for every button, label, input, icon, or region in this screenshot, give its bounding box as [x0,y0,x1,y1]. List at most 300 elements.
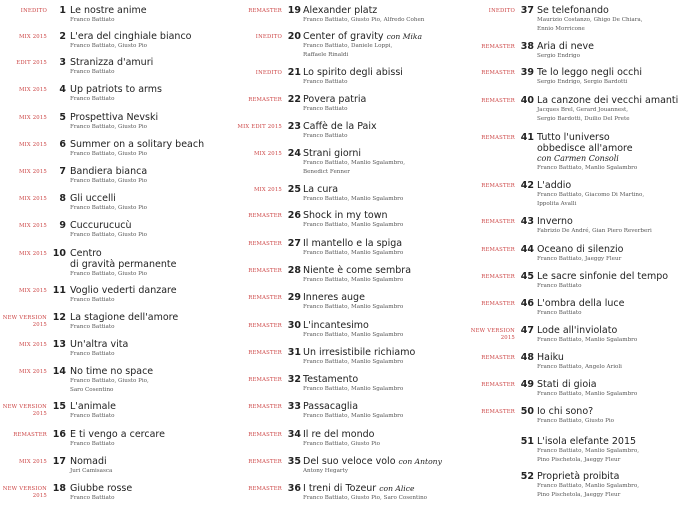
track-title-line: Le nostre anime [70,5,147,16]
track-edition-tag-line: NEW VERSION [2,486,47,492]
track-edition-tag-line: MIX 2015 [253,151,282,157]
track-number: 4 [59,84,66,95]
track-edition-tag [218,151,282,158]
track-edition-tag-line: INEDITO [20,8,47,14]
track-title-line: Voglio vederti danzare [70,285,177,296]
track-credit: Franco Battiato, Manlio Sgalambro, [537,448,639,454]
track-credit: Ippolita Avalli [537,201,577,207]
track-number: 38 [520,41,534,52]
track-credit: Franco Battiato [70,441,115,447]
track-number: 11 [52,285,66,296]
track-body [303,265,467,285]
track-edition-tag-line: MIX EDIT 2015 [237,124,282,130]
track-body [70,339,232,359]
track-title-line: Se telefonando [537,5,609,16]
track-edition-tag-line: NEW VERSION [470,328,515,334]
track-number: 31 [287,347,301,358]
track-title [303,184,467,195]
track-credit: Franco Battiato, Manlio Sgalambro [303,250,404,256]
track-number: 1 [59,5,66,16]
track-credit: Franco Battiato [70,297,115,303]
track-title-line: Bandiera bianca [70,166,148,177]
track-credit: Franco Battiato, Giusto Pio [303,441,381,447]
track-credit: Franco Battiato, Manlio Sgalambro, [303,160,405,166]
track-edition-tag-line: NEW VERSION [2,404,47,410]
track-number: 20 [287,31,301,42]
track-title [303,31,467,42]
track-credit: Franco Battiato, Manlio Sgalambro [303,304,404,310]
track-number: 29 [287,292,301,303]
track-credit: Sergio Endrigo [537,53,581,59]
track-title [303,121,467,132]
track-edition-tag-line: REMASTER [13,432,47,438]
track-title [70,220,232,231]
track-edition-tag [451,409,515,416]
track-number: 13 [52,339,66,350]
track-title [303,210,467,221]
track-edition-tag [0,342,47,349]
track-body [537,271,700,291]
track-title [537,132,700,154]
track-number: 52 [520,471,534,482]
track-credit: Franco Battiato, Manlio Sgalambro [303,222,404,228]
track-body [70,112,232,132]
track-credit: Franco Battiato, Manlio Sgalambro [303,332,404,338]
track-credit: Franco Battiato, Giusto Pio, Alfredo Cohen [303,17,425,23]
track-title-line: La canzone dei vecchi amanti [537,95,679,106]
track-body [303,347,467,367]
track-title-line: Nomadi [70,456,107,467]
track-title [70,248,232,270]
track-body [303,148,467,177]
track-credit: Antony Hegarty [303,468,348,474]
track-number: 49 [520,379,534,390]
track-title-line: Le sacre sinfonie del tempo [537,271,669,282]
track-body [70,5,232,25]
track-credit: Franco Battiato, Manlio Sgalambro [303,277,404,283]
track-number: 30 [287,320,301,331]
track-title [537,379,700,390]
track-edition-tag [0,34,47,41]
track-edition-tag-line: MIX 2015 [18,342,47,348]
track-featuring: con Carmen Consoli [537,154,619,163]
track-number: 39 [520,67,534,78]
track-credit: Franco Battiato [537,310,582,316]
track-credit: Juri Camisasca [70,468,113,474]
track-title-line: Inneres auge [303,292,365,303]
track-credit: Franco Battiato [70,69,115,75]
track-edition-tag-line: MIX 2015 [253,187,282,193]
track-edition-tag-line: 2015 [32,411,47,417]
track-edition-tag [218,377,282,384]
track-number: 36 [287,483,301,494]
track-edition-tag-line: REMASTER [248,97,282,103]
track-edition-tag-line: 2015 [32,493,47,499]
track-number: 19 [287,5,301,16]
track-body [537,67,700,87]
track-credit: Franco Battiato, Manlio Sgalambro [537,165,638,171]
track-number: 48 [520,352,534,363]
track-title-line: Lode all'inviolato [537,325,618,336]
track-number: 33 [287,401,301,412]
track-featuring: con Mika [386,32,423,41]
track-title-line: L'addio [537,180,572,191]
track-edition-tag [218,295,282,302]
track-credit: Ennio Morricone [537,26,585,32]
track-title [70,57,232,68]
track-title [537,41,700,52]
track-title [70,112,232,123]
track-edition-tag [218,34,282,41]
track-credit: Franco Battiato [70,17,115,23]
track-body [70,366,232,395]
track-body [537,436,700,465]
track-credit: Franco Battiato, Manlio Sgalambro [303,386,404,392]
track-credit: Franco Battiato, Giusto Pio [537,418,615,424]
track-title [70,401,232,412]
track-number: 12 [52,312,66,323]
track-edition-tag-line: REMASTER [481,219,515,225]
track-edition-tag [218,124,282,131]
track-title [70,366,232,377]
track-body [537,216,700,236]
track-edition-tag [0,369,47,376]
track-body [70,285,232,305]
track-edition-tag [0,223,47,230]
track-number: 40 [520,95,534,106]
track-edition-tag-line: REMASTER [481,247,515,253]
track-number: 15 [52,401,66,412]
track-number: 7 [59,166,66,177]
track-edition-tag-line: MIX 2015 [18,115,47,121]
track-credit: Franco Battiato, Daniele Loppi, [303,43,393,49]
track-edition-tag [0,8,47,15]
track-body [303,184,467,204]
track-edition-tag [218,459,282,466]
track-credit: Franco Battiato, Giusto Pio [70,124,148,130]
track-credit: Franco Battiato [303,133,348,139]
track-edition-tag [451,98,515,105]
track-title-line: Passacaglia [303,401,359,412]
track-body [537,379,700,399]
track-title-line: La stagione dell'amore [70,312,179,323]
track-edition-tag [0,169,47,176]
track-body [303,483,467,503]
track-body [70,139,232,159]
track-title [537,325,700,336]
track-title-line: Tutto l'universo [537,132,610,143]
track-edition-tag [451,247,515,254]
track-edition-tag [218,268,282,275]
track-edition-tag-line: 2015 [32,322,47,328]
track-edition-tag-line: REMASTER [481,409,515,415]
track-title-line: Inverno [537,216,573,227]
track-edition-tag-line: REMASTER [248,404,282,410]
track-body [537,244,700,264]
track-title-line: Up patriots to arms [70,84,162,95]
track-credit: Franco Battiato [303,106,348,112]
track-number: 28 [287,265,301,276]
track-title [70,312,232,323]
track-edition-tag [218,241,282,248]
track-credit: Franco Battiato [537,283,582,289]
track-number: 8 [59,193,66,204]
track-edition-tag [0,486,47,500]
track-number: 14 [52,366,66,377]
track-edition-tag [0,142,47,149]
track-credit: Sergio Endrigo, Sergio Bardotti [537,79,628,85]
track-credit: Franco Battiato, Manlio Sgalambro, [537,483,639,489]
track-body [537,132,700,173]
track-title-line: Aria di neve [537,41,594,52]
track-edition-tag-line: REMASTER [481,183,515,189]
track-number: 17 [52,456,66,467]
track-body [537,471,700,500]
track-edition-tag-line: MIX 2015 [18,223,47,229]
track-edition-tag-line: MIX 2015 [18,169,47,175]
track-title [303,456,467,467]
track-edition-tag-line: REMASTER [248,486,282,492]
track-edition-tag-line: MIX 2015 [18,196,47,202]
track-title-line: Caffè de la Paix [303,121,377,132]
track-title-line: Il mantello e la spiga [303,238,403,249]
track-edition-tag-line: REMASTER [481,98,515,104]
track-title-line: L'incantesimo [303,320,369,331]
track-title-line: Summer on a solitary beach [70,139,205,150]
track-credit: Jacques Brel, Gerard Jouannest, [537,107,629,113]
track-edition-tag-line: MIX 2015 [18,251,47,257]
track-title-line: Giubbe rosse [70,483,133,494]
track-body [70,166,232,186]
track-edition-tag-line: REMASTER [248,377,282,383]
track-title [303,292,467,303]
track-number: 43 [520,216,534,227]
track-credit: Franco Battiato [70,324,115,330]
track-edition-tag-line: MIX 2015 [18,459,47,465]
track-edition-tag [0,432,47,439]
track-credit: Franco Battiato, Manlio Sgalambro [537,337,638,343]
track-edition-tag-line: MIX 2015 [18,142,47,148]
track-body [537,5,700,34]
track-body [70,193,232,213]
track-credit: Franco Battiato, Manlio Sgalambro [303,413,404,419]
track-edition-tag-line: INEDITO [255,34,282,40]
track-title [303,238,467,249]
track-number: 25 [287,184,301,195]
track-body [303,320,467,340]
track-edition-tag [451,382,515,389]
track-edition-tag [0,60,47,67]
track-edition-tag [218,213,282,220]
track-credit: Franco Battiato [70,96,115,102]
track-edition-tag [451,274,515,281]
track-title [537,180,700,191]
track-edition-tag [218,70,282,77]
track-title-line: Povera patria [303,94,367,105]
track-credit: Franco Battiato, Jaeggy Fleur [537,256,622,262]
track-edition-tag-line: NEW VERSION [2,315,47,321]
track-title [537,95,700,106]
track-edition-tag [218,97,282,104]
track-edition-tag [451,135,515,142]
track-title [303,5,467,16]
track-body [303,374,467,394]
track-title [537,244,700,255]
track-credit: Franco Battiato, Giusto Pio [70,151,148,157]
track-title [303,265,467,276]
track-edition-tag-line: EDIT 2015 [16,60,47,66]
track-title-line: E ti vengo a cercare [70,429,165,440]
track-number: 6 [59,139,66,150]
track-title [303,347,467,358]
track-edition-tag [0,459,47,466]
track-credit: Pino Pischetola, Jaeggy Fleur [537,492,621,498]
track-title [70,31,232,42]
track-title-line: Cuccurucucù [70,220,132,231]
track-body [537,41,700,61]
track-credit: Franco Battiato, Giusto Pio [70,232,148,238]
track-edition-tag [451,355,515,362]
track-credit: Franco Battiato, Giusto Pio, [70,378,149,384]
track-title [537,5,700,16]
track-number: 46 [520,298,534,309]
track-edition-tag-line: REMASTER [248,350,282,356]
track-edition-tag-line: REMASTER [248,295,282,301]
track-credit: Franco Battiato, Manlio Sgalambro [537,391,638,397]
track-title-line: Niente è come sembra [303,265,412,276]
track-body [537,325,700,345]
track-number: 41 [520,132,534,143]
track-body [303,401,467,421]
track-edition-tag [0,251,47,258]
track-edition-tag-line: REMASTER [481,135,515,141]
track-title-line: No time no space [70,366,154,377]
track-title-line: Il re del mondo [303,429,375,440]
track-edition-tag-line: REMASTER [248,323,282,329]
track-title-line: Haiku [537,352,564,363]
track-edition-tag-line: REMASTER [481,274,515,280]
track-title-line: Stati di gioia [537,379,597,390]
track-body [70,220,232,240]
track-number: 37 [520,5,534,16]
track-title [303,483,467,494]
track-body [303,456,467,476]
track-title [70,84,232,95]
track-body [303,67,467,87]
track-body [303,238,467,258]
track-title [303,94,467,105]
track-credit: Franco Battiato, Manlio Sgalambro [303,359,404,365]
track-edition-tag [0,404,47,418]
track-edition-tag-line: REMASTER [481,44,515,50]
track-edition-tag [0,315,47,329]
track-edition-tag-line: REMASTER [248,459,282,465]
track-number: 44 [520,244,534,255]
track-edition-tag-line: MIX 2015 [18,369,47,375]
track-credit: Saro Cosentino [70,387,114,393]
track-credit: Maurizio Costanzo, Ghigo De Chiara, [537,17,643,23]
track-edition-tag [451,301,515,308]
track-title [303,320,467,331]
track-edition-tag-line: MIX 2015 [18,87,47,93]
track-title [303,67,467,78]
track-credit: Franco Battiato, Giacomo Di Martino, [537,192,645,198]
track-body [303,5,467,25]
track-credit: Franco Battiato, Angelo Arioli [537,364,622,370]
track-title [537,298,700,309]
track-credit: Franco Battiato, Manlio Sgalambro [303,196,404,202]
track-edition-tag-line: MIX 2015 [18,34,47,40]
track-number: 22 [287,94,301,105]
track-edition-tag-line: REMASTER [481,355,515,361]
track-title-line: Te lo leggo negli occhi [537,67,643,78]
track-number: 3 [59,57,66,68]
track-title-line: L'ombra della luce [537,298,625,309]
track-body [70,429,232,449]
track-title [537,471,700,482]
track-title [537,352,700,363]
track-title [537,271,700,282]
track-credit: Benedict Fenner [303,169,350,175]
track-title-line: Oceano di silenzio [537,244,624,255]
track-title-line: Stranizza d'amuri [70,57,154,68]
track-edition-tag-line: MIX 2015 [18,288,47,294]
track-title-line: Alexander platz [303,5,378,16]
track-credit: Franco Battiato, Giusto Pio [70,43,148,49]
track-number: 18 [52,483,66,494]
track-edition-tag-line: INEDITO [488,8,515,14]
track-title-line: Lo spirito degli abissi [303,67,403,78]
track-body [70,401,232,421]
track-credit: Franco Battiato [70,351,115,357]
track-title [303,148,467,159]
track-body [70,31,232,51]
track-edition-tag-line: 2015 [500,335,515,341]
track-edition-tag [218,486,282,493]
track-title [70,483,232,494]
track-edition-tag [451,44,515,51]
track-title-line: Strani giorni [303,148,362,159]
track-title [303,429,467,440]
track-body [70,248,232,279]
track-title-line: Testamento [303,374,359,385]
track-number: 50 [520,406,534,417]
track-credit: Franco Battiato, Giusto Pio [70,178,148,184]
track-edition-tag [451,8,515,15]
track-title [537,406,700,417]
track-number: 24 [287,148,301,159]
track-body [537,352,700,372]
track-title [70,429,232,440]
track-edition-tag [218,432,282,439]
track-body [537,95,700,124]
track-title-line: L'isola elefante 2015 [537,436,637,447]
track-number: 10 [52,248,66,259]
track-edition-tag-line: REMASTER [248,268,282,274]
track-edition-tag-line: REMASTER [481,301,515,307]
track-body [70,84,232,104]
track-body [303,121,467,141]
track-number: 26 [287,210,301,221]
track-title [70,193,232,204]
track-number: 42 [520,180,534,191]
track-body [537,180,700,209]
track-body [537,406,700,426]
track-body [303,429,467,449]
track-title [537,216,700,227]
track-title [70,5,232,16]
track-edition-tag-line: REMASTER [481,382,515,388]
